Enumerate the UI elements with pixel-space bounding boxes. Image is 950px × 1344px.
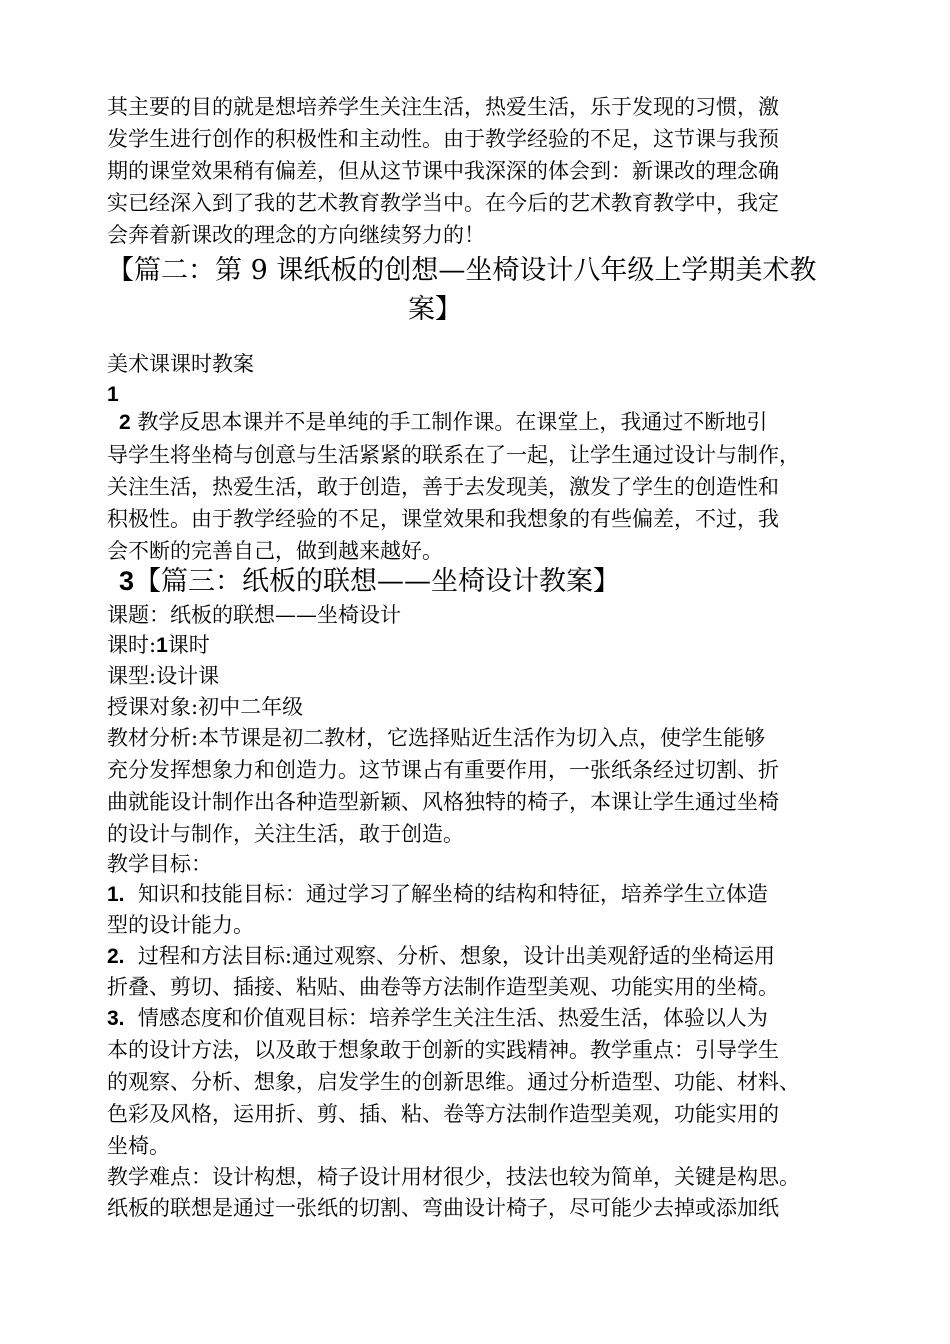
reflection-line-4: 积极性。由于教学经验的不足，课堂效果和我想象的有些偏差，不过，我 [107,507,779,531]
section3-title-text: 【篇三：纸板的联想——坐椅设计教案】 [134,566,621,597]
goal-3-line-4: 色彩及风格，运用折、剪、插、粘、卷等方法制作造型美观，功能实用的 [107,1102,779,1126]
reflection-line-5: 会不断的完善自己，做到越来越好。 [107,539,443,563]
intro-line-2: 发学生进行创作的积极性和主动性。由于教学经验的不足，这节课与我预 [107,127,779,151]
section3-title [119,563,620,599]
goal-3-line-2: 本的设计方法，以及敢于想象敢于创新的实践精神。教学重点：引导学生 [107,1038,779,1062]
reflection-line-1 [119,407,767,437]
goal-2-line-2: 折叠、剪切、插接、粘贴、曲卷等方法制作造型美观、功能实用的坐椅。 [107,975,779,999]
plan-label: 美术课课时教案 [107,352,254,376]
goal-1-text: 知识和技能目标：通过学习了解坐椅的结构和特征，培养学生立体造 [137,882,768,906]
section2-title-line-2: 案】 [408,294,462,325]
goal-3-line-1 [107,1003,768,1033]
hours-line [107,630,210,660]
intro-line-5: 会奔着新课改的理念的方向继续努力的！ [107,223,485,247]
goal-2-text: 过程和方法目标:通过观察、分析、想象，设计出美观舒适的坐椅运用 [137,944,775,968]
type-line: 课型:设计课 [107,664,220,688]
difficulty-line-1: 教学难点：设计构想，椅子设计用材很少，技法也较为简单，关键是构思。 [107,1165,800,1189]
goal-1-line-1 [107,879,768,909]
goal-3-line-5: 坐椅。 [107,1134,170,1158]
goal-2-line-1 [107,941,775,971]
reflection-line-3: 关注生活，热爱生活，敢于创造，善于去发现美，激发了学生的创造性和 [107,475,779,499]
topic-line: 课题：纸板的联想——坐椅设计 [107,603,401,627]
goal-1-number: 1. [107,883,125,906]
intro-line-1: 其主要的目的就是想培养学生关注生活，热爱生活，乐于发现的习惯，激 [107,95,779,119]
intro-line-3: 期的课堂效果稍有偏差，但从这节课中我深深的体会到：新课改的理念确 [107,159,779,183]
section2-title-line-1: 【篇二：第 9 课纸板的创想—坐椅设计八年级上学期美术教 [107,255,817,286]
hours-unit: 课时 [167,633,210,657]
audience-line: 授课对象:初中二年级 [107,695,304,719]
analysis-line-2: 充分发挥想象力和创造力。这节课占有重要作用，一张纸条经过切割、折 [107,758,779,782]
reflection-text: 教学反思本课并不是单纯的手工制作课。在课堂上，我通过不断地引 [137,410,768,434]
goal-3-text: 情感态度和价值观目标：培养学生关注生活、热爱生活，体验以人为 [137,1006,768,1030]
reflection-line-2: 导学生将坐椅与创意与生活紧紧的联系在了一起，让学生通过设计与制作， [107,443,800,467]
difficulty-line-2: 纸板的联想是通过一张纸的切割、弯曲设计椅子，尽可能少去掉或添加纸 [107,1196,779,1220]
analysis-line-4: 的设计与制作，关注生活，敢于创造。 [107,822,464,846]
hours-label: 课时: [107,633,157,657]
goal-2-number: 2. [107,945,125,968]
section-number-2: 2 [119,411,131,434]
goal-1-line-2: 型的设计能力。 [107,913,254,937]
goal-3-line-3: 的观察、分析、想象，启发学生的创新思维。通过分析造型、功能、材料、 [107,1070,800,1094]
hours-number: 1 [156,634,168,657]
analysis-line-1: 教材分析:本节课是初二教材，它选择贴近生活作为切入点，使学生能够 [107,726,766,750]
section-number-1: 1 [107,383,119,406]
section-number-3: 3 [119,566,135,596]
intro-line-4: 实已经深入到了我的艺术教育教学当中。在今后的艺术教育教学中，我定 [107,191,779,215]
goals-label: 教学目标： [107,852,212,876]
analysis-line-3: 曲就能设计制作出各种造型新颖、风格独特的椅子，本课让学生通过坐椅 [107,790,779,814]
goal-3-number: 3. [107,1007,125,1030]
